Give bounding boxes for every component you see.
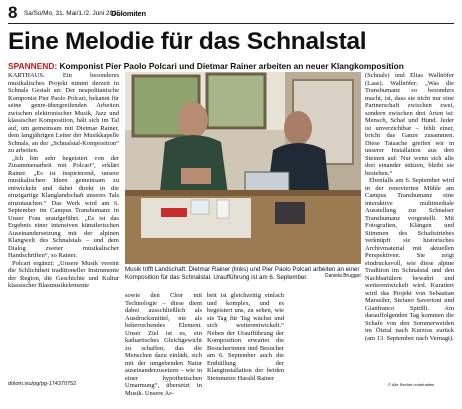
issue-date: Sa/So/Mo, 31. Mai/1./2. Juni 2025 — [24, 10, 121, 17]
headline: Eine Melodie für das Schnalstal — [8, 28, 367, 55]
text-column-2 — [125, 292, 202, 397]
paragraph: Ebenfalls am 6. September wird in der renovierten Mühle am Campus Transhumanz eine interaktive multimediale Ausstellung zur Schnalser Transhumanz vorgestellt. Mit Fotografien, Klängen und Stimmen des Schaftstriebes verknüpft sie historisches Archivmaterial mit aktuellen Perspektiven. Sie zeigt eindrucksvoll, wie diese alpine Tradition im Schnalstal und den Nachbartälern bewahrt und weiterentwickelt wird. Kuratiert wird das Projekt von Sebastian Marseiler, Stefano Saverioni und Gianfranco Spitilli. Am darauffolgenden Tag kommen die Schafe von den Sommerweiden im Ötztal nach Kurzras zurück (am 13. September nach Vernagt). — [365, 177, 454, 342]
photo-caption — [125, 266, 361, 281]
text-column-3 — [207, 292, 284, 382]
paragraph: (Schnals) und Elias Wallnöfer (Laas). Wallnöfer: „Was die Transhumanz so besonders macht, ist, dass sie nicht nur eine Partnerschaft zwischen zwei, sondern zwischen drei Arten ist: Mensch, Schaf und Hund. Jeder ist unverzichtbar – fehlt einer, bricht das Ganze zusammen. Diese Tatsache greifen wir in unserer Installation aus drei Steinen auf: Nur wenn sich alle drei einander stützen, bleibt sie bestehen.“ — [365, 72, 454, 177]
paragraph: Polcari ergänzt: „Unsere Musik vereint die Schlichtheit traditioneller Instrumente der Region, die Geschichte und Kultur klassischer Blasmusikelemente — [8, 259, 119, 289]
text-column-1 — [8, 72, 119, 290]
publication-name: Dolomiten — [111, 9, 146, 18]
paragraph: beit ist gleichzeitig einfach und komplex, und es begeistert uns, zu sehen, wie sie Tag für Tag wächst und sich weiterentwickelt.“ Neben der Uraufführung der Komposition erwartet die Besucherinnen und Besucher am 6. September auch die Enthüllung der Klanginstallation der beiden Steinmetze Harald Rainer — [207, 292, 284, 382]
document-code: dolom.ixu/pg/pg-174370752 — [8, 381, 77, 387]
paragraph: KARTHAUS. Ein besonderes musikalisches Projekt nimmt derzeit in Schnals Gestalt an: Der neapolitanische Komponist Pier Paolo Polcari, bekannt für seine genre-übergreifenden Arbeiten zwischen elektronischer Musik, Jazz und klassischer Komposition, hält sich im Tal auf, um gemeinsam mit Dietmar Rainer, dem langjährigen Leiter der Musikkapelle Schnals, an der „Schnalstal-Komposition“ zu arbeiten. — [8, 72, 119, 154]
paragraph: „Ich bin sehr begeistert von der Zusammenarbeit mit Polcari“, erklärt Rainer. „Es ist inspirierend, unsere musikalischen Ideen gemeinsam zu entwickeln und dabei direkt in die einzigartige Klanglandschaft unseres Tals einzutauchen.“ Das Werk wird am 6. September im Campus Transhumanz in Unser Frau uraufgeführt. „Es ist das Ergebnis einer intensiven künstlerischen Auseinandersetzung mit der alpinen Klangwelt des Schnalstals – und dem Dialog zweier musikalischer Handschriften“, so Rainer. — [8, 154, 119, 259]
page-header — [8, 5, 454, 24]
subheadline-text: Komponist Pier Paolo Polcari und Dietmar Rainer arbeiten an neuer Klangkomposition — [59, 61, 404, 71]
kicker: SPANNEND: — [8, 61, 58, 71]
subheadline — [8, 61, 454, 71]
paragraph: sowie den Chor mit Technologie – diese dient dabei ausschließlich als Ausdrucksmittel, nie als beherrschendes Element. Unser Ziel ist es, ein kathartisches Gleichgewicht zu schaffen, das die Menschen dazu einlädt, sich mit der umgebenden Natur auseinanderzusetzen – wie in einer hypothetischen Umarmung“, übersetzt in Musik. Unsere Ar- — [125, 292, 202, 397]
article-photo — [125, 72, 361, 264]
rights-notice: © Alle Rechte vorbehalten — [388, 382, 435, 387]
page-number: 8 — [8, 3, 18, 22]
text-column-4 — [365, 72, 454, 342]
caption-text: Musik trifft Landschaft: Dietmar Rainer (links) und Pier Paolo Polcari arbeiten an einer Komposition für das Schnalstal. Uraufführung ist am 6. September. — [125, 266, 360, 281]
photo-credit: Daniela Brugger — [324, 273, 361, 279]
